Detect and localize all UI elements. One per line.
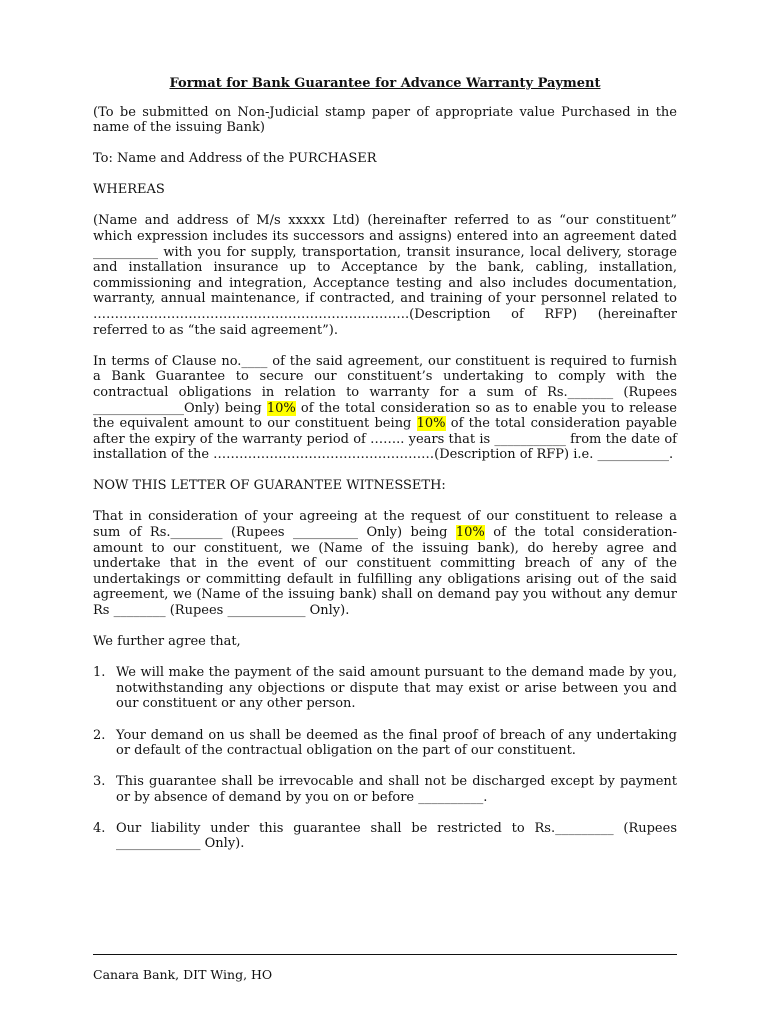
document-page [93, 76, 677, 868]
addressee-line: To: Name and Address of the PURCHASER [93, 151, 377, 167]
list-item-text: We will make the payment of the said amount pursuant to the demand made by you, notwithstanding any objections or dispute that may exist or arise between you and our constituent or any other person. [116, 665, 677, 712]
clause-text-2: of the total consideration so as to enable you to release the equivalent amount to our constituent being [93, 400, 677, 432]
footer-divider [93, 954, 677, 955]
consideration-paragraph [93, 509, 677, 618]
clause-text-1: In terms of Clause no.____ of the said agreement, our constituent is required to furnish a Bank Guarantee to secure our constituent’s undertaking to comply with the contractual obligations in relation to warranty for a sum of Rs._______ (Rupees ______________Only) being [93, 353, 677, 416]
consideration-text-1: That in consideration of your agreeing at the request of our constituent to release a sum of Rs.________ (Rupees __________ Only) being [93, 509, 677, 541]
witnesseth-heading: NOW THIS LETTER OF GUARANTEE WITNESSETH: [93, 478, 446, 494]
highlighted-percentage: 10% [455, 525, 485, 541]
constituent-paragraph: (Name and address of M/s xxxxx Ltd) (hereinafter referred to as “our constituent” which expression includes its successors and assigns) entered into an agreement dated __________ with you for supply, transportation, transit insurance, local delivery, storage and installation insurance up to Acceptance by the bank, cabling, installation, commissioning and integration, Acceptance testing and also includes documentation, warranty, annual maintenance, if contracted, and training of your personnel related to ……………………………………………………………….(Description of RFP) (hereinafter referred to as “the said agreement”). [93, 213, 677, 338]
list-item-text: Our liability under this guarantee shall be restricted to Rs._________ (Rupees _____________ Only). [116, 820, 677, 852]
list-item [93, 774, 677, 805]
clause-paragraph [93, 354, 677, 463]
list-item [93, 665, 677, 712]
consideration-text-2: of the total consideration-amount to our constituent, we (Name of the issuing bank), do hereby agree and undertake that in the event of our constituent committing breach of any of the undertakings or committing default in fulfilling any obligations arising out of the said agreement, we (Name of the issuing bank) shall on demand pay you without any demur Rs ________ (Rupees ____________ Only). [93, 525, 677, 619]
list-number: 4. [93, 820, 106, 836]
page-footer: Canara Bank, DIT Wing, HO [93, 967, 273, 982]
whereas-heading: WHEREAS [93, 182, 165, 198]
list-number: 1. [93, 665, 106, 681]
document-title: Format for Bank Guarantee for Advance Warranty Payment [169, 76, 601, 91]
list-item-text: Your demand on us shall be deemed as the final proof of breach of any undertaking or default of the contractual obligation on the part of our constituent. [116, 727, 677, 759]
list-number: 3. [93, 774, 106, 790]
highlighted-percentage: 10% [266, 400, 296, 416]
highlighted-percentage: 10% [416, 416, 446, 432]
further-agree-line: We further agree that, [93, 634, 241, 650]
stamp-paper-note: (To be submitted on Non-Judicial stamp paper of appropriate value Purchased in the name of the issuing Bank) [93, 104, 677, 136]
agreement-list [93, 665, 677, 852]
list-item-text: This guarantee shall be irrevocable and shall not be discharged except by payment or by absence of demand by you on or before __________. [116, 774, 677, 805]
list-item [93, 821, 677, 852]
clause-text-3: of the total consideration payable after the expiry of the warranty period of …….. years that is ___________ from the date of installation of the ……………………………………………(Description of RFP) i.e. ___________. [93, 416, 678, 463]
list-number: 2. [93, 727, 106, 743]
list-item [93, 728, 677, 759]
